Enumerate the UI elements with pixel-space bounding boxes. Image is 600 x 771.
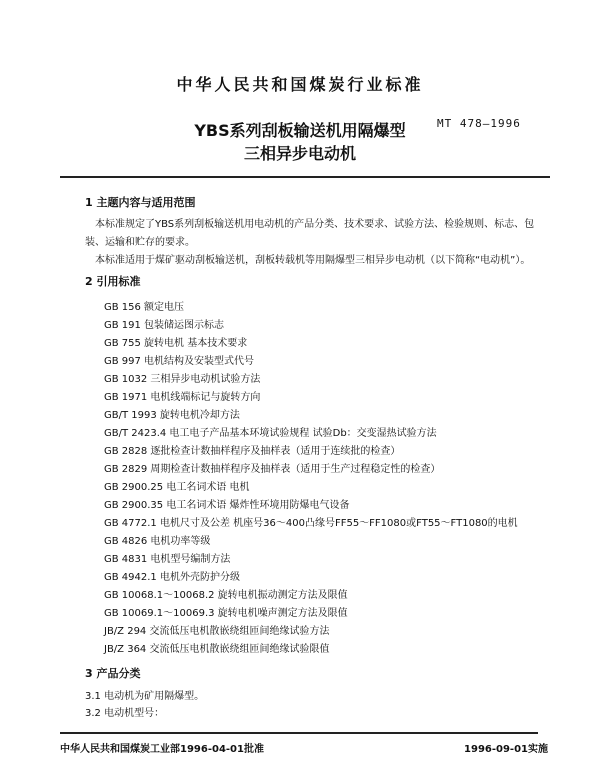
list-item: GB 2900.25 电工名词术语 电机: [104, 482, 250, 493]
list-item: GB 997 电机结构及安装型式代号: [104, 356, 255, 367]
list-item: GB 2828 逐批检查计数抽样程序及抽样表（适用于连续批的检查）: [104, 446, 401, 457]
list-item: GB 156 额定电压: [104, 302, 185, 313]
list-item: GB 191 包装储运图示标志: [104, 320, 225, 331]
section-3-item-2: 3.2 电动机型号：: [85, 708, 165, 719]
org-title: 中华人民共和国煤炭行业标准: [176, 75, 424, 94]
list-item: GB/T 2423.4 电工电子产品基本环境试验规程 试验Db：交变湿热试验方法: [104, 428, 437, 439]
section-1-paragraph-2: 本标准适用于煤矿驱动刮板输送机，刮板转载机等用隔爆型三相异步电动机（以下简称“电动机”）。: [95, 255, 531, 266]
list-item: GB 4831 电机型号编制方法: [104, 554, 231, 565]
list-item: GB 4942.1 电机外壳防护分级: [104, 572, 240, 583]
list-item: GB/T 1993 旋转电机冷却方法: [104, 410, 240, 421]
list-item: JB/Z 364 交流低压电机散嵌绕组匝间绝缘试验限值: [104, 644, 330, 655]
list-item: GB 10068.1～10068.2 旋转电机振动测定方法及限值: [104, 590, 348, 601]
section-1-paragraph-1-line-1: 本标准规定了YBS系列刮板输送机用电动机的产品分类、技术要求、试验方法、检验规则、标志、包: [95, 219, 535, 230]
top-divider: [60, 176, 550, 178]
list-item: GB 10069.1～10069.3 旋转电机噪声测定方法及限值: [104, 608, 348, 619]
effective-date: 1996-09-01实施: [464, 744, 548, 755]
document-title-line-2: 三相异步电动机: [243, 144, 356, 163]
section-1-heading: 1 主题内容与适用范围: [85, 196, 196, 209]
list-item: GB 1971 电机线端标记与旋转方向: [104, 392, 261, 403]
document-title-line-1: YBS系列刮板输送机用隔爆型: [194, 121, 406, 140]
section-2-heading: 2 引用标准: [85, 275, 141, 288]
approval-line: 中华人民共和国煤炭工业部1996-04-01批准: [60, 744, 264, 755]
bottom-divider: [60, 732, 538, 734]
list-item: GB 2829 周期检查计数抽样程序及抽样表（适用于生产过程稳定性的检查）: [104, 464, 441, 475]
standard-number: MT 478—1996: [437, 117, 521, 130]
list-item: GB 1032 三相异步电动机试验方法: [104, 374, 261, 385]
list-item: GB 4772.1 电机尺寸及公差 机座号36～400凸缘号FF55～FF1080或FT55～FT1080的电机: [104, 518, 518, 529]
list-item: JB/Z 294 交流低压电机散嵌绕组匝间绝缘试验方法: [104, 626, 330, 637]
section-3-heading: 3 产品分类: [85, 667, 141, 680]
list-item: GB 755 旋转电机 基本技术要求: [104, 338, 248, 349]
section-3-item-1: 3.1 电动机为矿用隔爆型。: [85, 691, 205, 702]
list-item: GB 4826 电机功率等级: [104, 536, 211, 547]
section-1-paragraph-1-line-2: 装、运输和贮存的要求。: [85, 237, 195, 248]
list-item: GB 2900.35 电工名词术语 爆炸性环境用防爆电气设备: [104, 500, 350, 511]
